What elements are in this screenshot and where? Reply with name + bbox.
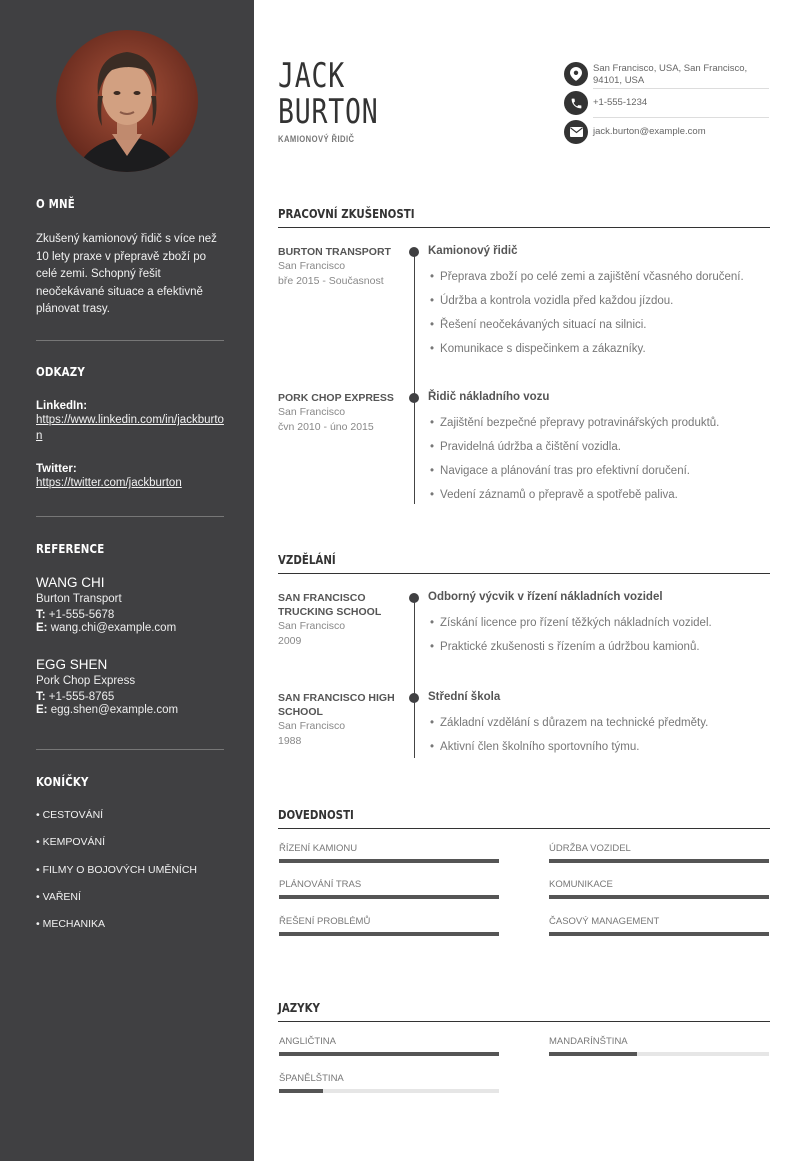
skill-bar [279, 859, 499, 863]
employment-dates: bře 2015 - Současnost [278, 274, 384, 287]
references-heading: REFERENCE [36, 541, 105, 556]
experience-entry-meta [278, 245, 403, 288]
employer-location: San Francisco [278, 260, 346, 272]
language-bar-fill [279, 1052, 499, 1056]
job-bullet: • Údržba a kontrola vozidla před každou jízdou. [430, 295, 673, 307]
school-name: SAN FRANCISCO TRUCKING SCHOOL [278, 592, 382, 618]
references-section [36, 540, 224, 558]
skill-bar-fill [549, 895, 769, 899]
job-bullet: • Přeprava zboží po celé zemi a zajištění včasného doručení. [430, 271, 744, 283]
education-date: 1988 [278, 734, 302, 747]
language-label: MANDARÍNŠTINA [549, 1036, 628, 1047]
school-location: San Francisco [278, 620, 346, 632]
address-text: San Francisco, USA, San Francisco, 94101, USA [593, 63, 748, 86]
language-label: ŠPANĚLŠTINA [279, 1073, 344, 1084]
skill-item [279, 843, 499, 854]
skill-bar [279, 895, 499, 899]
skill-item [549, 843, 769, 854]
reference-email: E: egg.shen@example.com [36, 704, 179, 716]
skill-bar-fill [549, 859, 769, 863]
skill-label: ČASOVÝ MANAGEMENT [549, 916, 660, 927]
about-section [36, 195, 224, 213]
education-bullet: • Základní vzdělání s důrazem na technické předměty. [430, 717, 708, 729]
education-bullet: • Aktivní člen školního sportovního týmu. [430, 741, 639, 753]
reference-company: Burton Transport [36, 593, 122, 605]
language-bar [549, 1052, 769, 1056]
last-name: BURTON [278, 92, 379, 132]
twitter-link[interactable]: https://twitter.com/jackburton [36, 477, 182, 489]
employer-location: San Francisco [278, 406, 346, 418]
reference-item [36, 657, 224, 716]
job-bullet: • Komunikace s dispečinkem a zákazníky. [430, 343, 646, 355]
divider [593, 117, 769, 118]
experience-entry-meta [278, 391, 403, 434]
section-rule [278, 828, 770, 829]
hobby-item: • CESTOVÁNÍ [36, 809, 104, 821]
reference-name: EGG SHEN [36, 657, 108, 672]
school-location: San Francisco [278, 720, 346, 732]
links-heading: ODKAZY [36, 364, 85, 379]
skill-bar [549, 859, 769, 863]
degree-title: Odborný výcvik v řízení nákladních vozidel [428, 591, 663, 603]
skill-bar [549, 895, 769, 899]
envelope-icon [564, 120, 588, 144]
timeline-dot [409, 593, 419, 603]
links-section [36, 363, 224, 381]
skill-label: ŘÍZENÍ KAMIONU [279, 843, 358, 854]
divider [36, 749, 224, 750]
skill-item [549, 916, 769, 927]
email-text[interactable]: jack.burton@example.com [593, 126, 706, 137]
linkedin-label: LinkedIn: [36, 400, 88, 412]
divider [36, 516, 224, 517]
experience-heading: PRACOVNÍ ZKUŠENOSTI [278, 206, 415, 221]
language-item [279, 1073, 499, 1084]
reference-email: E: wang.chi@example.com [36, 622, 177, 634]
job-bullet: • Vedení záznamů o přepravě a spotřebě paliva. [430, 489, 678, 501]
section-rule [278, 1021, 770, 1022]
about-text-wrap [36, 231, 224, 319]
education-timeline [414, 598, 415, 758]
divider [36, 340, 224, 341]
skill-item [549, 879, 769, 890]
twitter-label: Twitter: [36, 463, 77, 475]
job-role: Řidič nákladního vozu [428, 391, 550, 403]
timeline-dot [409, 693, 419, 703]
skill-bar-fill [549, 932, 769, 936]
employer-name: PORK CHOP EXPRESS [278, 392, 394, 404]
degree-title: Střední škola [428, 691, 501, 703]
language-bar-fill [279, 1089, 323, 1093]
job-title: KAMIONOVÝ ŘIDIČ [278, 134, 355, 144]
first-name: JACK [278, 56, 345, 96]
skill-bar-fill [279, 895, 499, 899]
languages-heading: JAZYKY [278, 1000, 320, 1015]
education-entry-meta [278, 691, 403, 748]
reference-item [36, 575, 224, 634]
skill-label: ŘEŠENÍ PROBLÉMŮ [279, 916, 371, 927]
hobbies-section [36, 773, 224, 791]
skill-bar [549, 932, 769, 936]
job-role: Kamionový řidič [428, 245, 518, 257]
employer-name: BURTON TRANSPORT [278, 246, 391, 258]
divider [593, 88, 769, 89]
language-bar [279, 1089, 499, 1093]
phone-icon [564, 91, 588, 115]
skill-item [279, 916, 499, 927]
school-name: SAN FRANCISCO HIGH SCHOOL [278, 692, 395, 718]
education-heading: VZDĚLÁNÍ [278, 552, 336, 567]
skill-item [279, 879, 499, 890]
language-bar [279, 1052, 499, 1056]
about-text: Zkušený kamionový řidič s více než 10 lety praxe v přepravě zboží po celé zemi. Schopný řešit neočekávané situace a efektivně plánovat trasy. [36, 233, 217, 315]
hobby-item: • MECHANIKA [36, 918, 106, 930]
twitter-link-block [36, 463, 224, 491]
hobby-item: • FILMY O BOJOVÝCH UMĚNÍCH [36, 864, 198, 876]
location-pin-icon [564, 62, 588, 86]
language-item [549, 1036, 769, 1047]
language-label: ANGLIČTINA [279, 1036, 337, 1047]
skill-label: PLÁNOVÁNÍ TRAS [279, 879, 362, 890]
profile-photo [56, 30, 198, 172]
skill-label: KOMUNIKACE [549, 879, 613, 890]
employment-dates: čvn 2010 - úno 2015 [278, 420, 374, 433]
education-bullet: • Získání licence pro řízení těžkých nákladních vozidel. [430, 617, 712, 629]
language-item [279, 1036, 499, 1047]
hobby-item: • KEMPOVÁNÍ [36, 836, 106, 848]
education-entry-meta [278, 591, 403, 648]
phone-text: +1-555-1234 [593, 97, 648, 108]
reference-company: Pork Chop Express [36, 675, 136, 687]
skills-heading: DOVEDNOSTI [278, 807, 354, 822]
section-rule [278, 227, 770, 228]
reference-phone: T: +1-555-8765 [36, 691, 115, 703]
skill-bar-fill [279, 932, 499, 936]
skill-label: ÚDRŽBA VOZIDEL [549, 843, 631, 854]
education-bullet: • Praktické zkušenosti s řízením a údržbou kamionů. [430, 641, 700, 653]
job-bullet: • Zajištění bezpečné přepravy potravinářských produktů. [430, 417, 719, 429]
section-rule [278, 573, 770, 574]
hobby-item: • VAŘENÍ [36, 891, 81, 903]
timeline-dot [409, 393, 419, 403]
job-bullet: • Navigace a plánování tras pro efektivní doručení. [430, 465, 690, 477]
timeline-dot [409, 247, 419, 257]
reference-name: WANG CHI [36, 575, 105, 590]
about-heading: O MNĚ [36, 196, 75, 211]
language-bar-fill [549, 1052, 637, 1056]
education-date: 2009 [278, 634, 302, 647]
reference-phone: T: +1-555-5678 [36, 609, 115, 621]
skill-bar-fill [279, 859, 499, 863]
linkedin-link[interactable]: https://www.linkedin.com/in/jackburton [36, 414, 224, 442]
job-bullet: • Řešení neočekávaných situací na silnici. [430, 319, 647, 331]
hobbies-heading: KONÍČKY [36, 774, 89, 789]
experience-timeline [414, 252, 415, 504]
skill-bar [279, 932, 499, 936]
linkedin-link-block [36, 400, 224, 444]
sidebar [0, 0, 254, 1161]
job-bullet: • Pravidelná údržba a čištění vozidla. [430, 441, 621, 453]
